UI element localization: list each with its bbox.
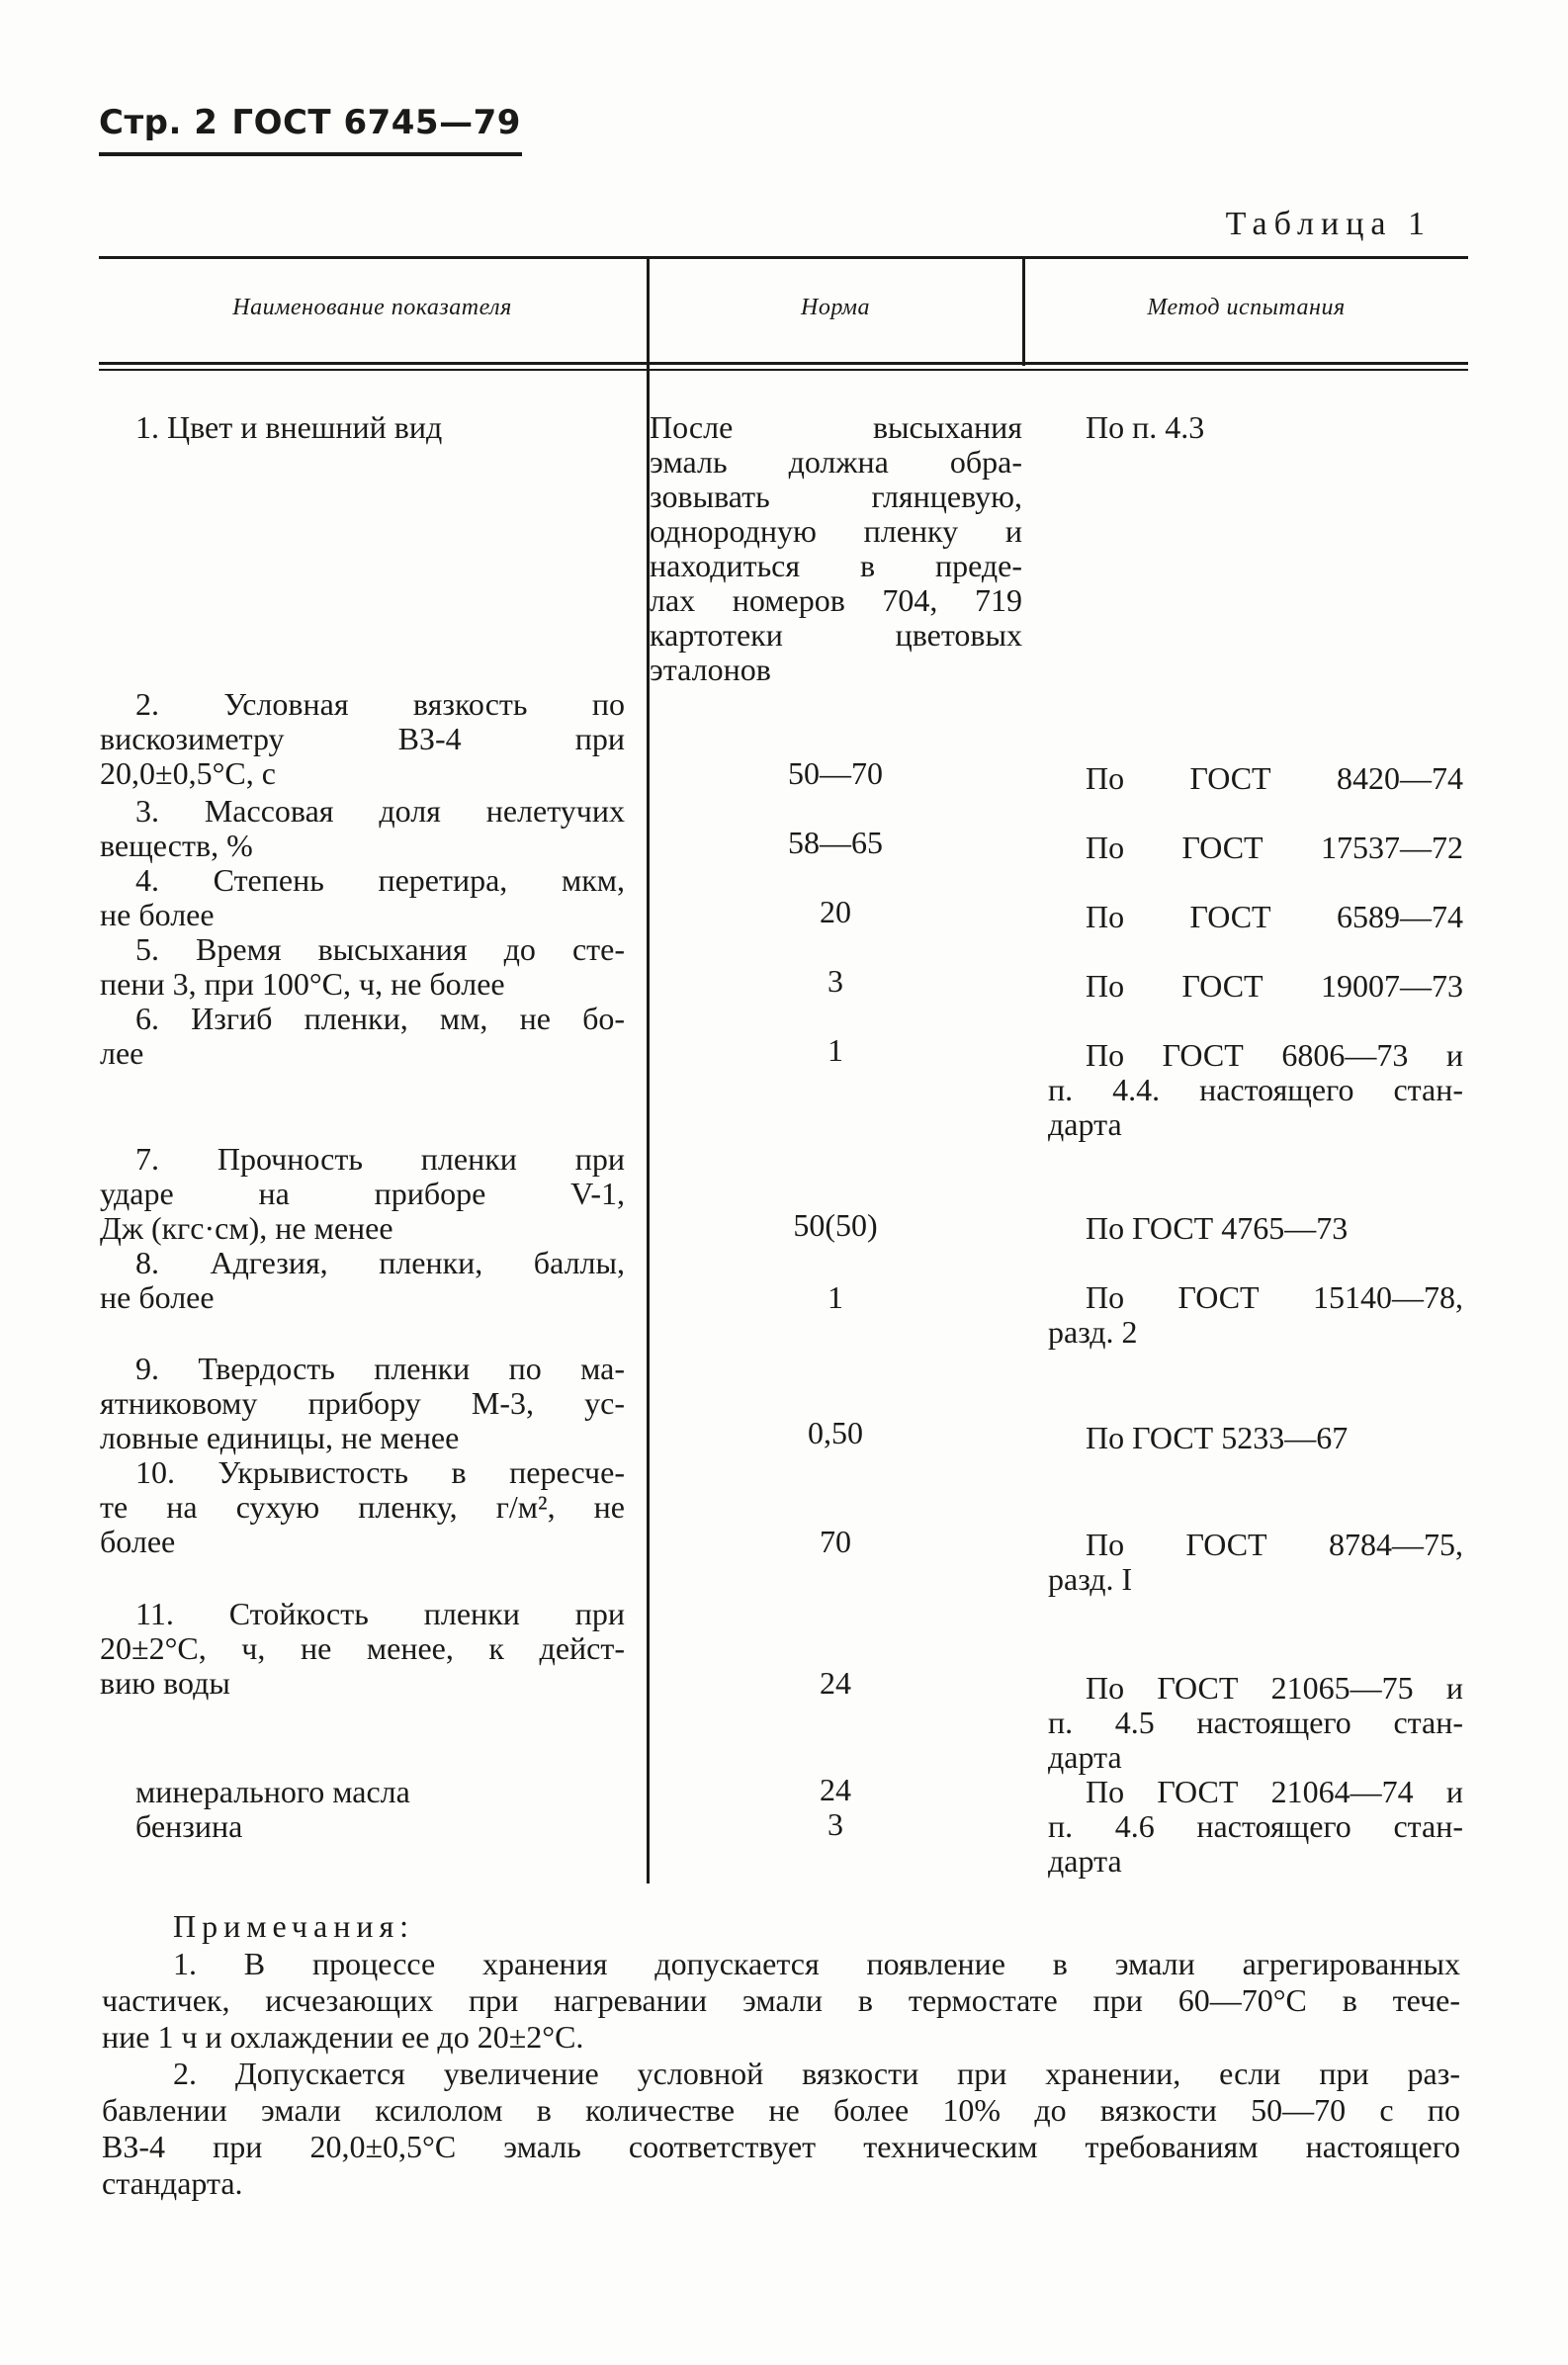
row-11-name-line-2: 20±2°С, ч, не менее, к дейст-: [100, 1630, 625, 1666]
table-header-rule-1: [99, 362, 1468, 365]
row-10-norm: 70: [820, 1524, 851, 1559]
row-7-name-line-2: ударе на приборе V-1,: [100, 1176, 625, 1211]
row-4-norm: 20: [820, 894, 851, 929]
row-12-name-line-2: бензина: [135, 1808, 243, 1844]
row-4-method: По ГОСТ 6589—74: [1086, 899, 1463, 934]
note-1-line-3: ние 1 ч и охлаждении ее до 20±2°С.: [102, 2019, 584, 2055]
row-1-norm-line-2: эмаль должна обра-: [650, 444, 1022, 480]
row-3-name-line-2: веществ, %: [100, 828, 253, 863]
header-rule: [99, 152, 522, 156]
row-6-method-line-2: п. 4.4. настоящего стан-: [1048, 1072, 1463, 1107]
row-10-name-line-3: более: [100, 1524, 176, 1559]
note-1-line-1: 1. В процессе хранения допускается появление в эмали агрегированных: [173, 1946, 1460, 1981]
row-12-norm-2: 3: [828, 1806, 843, 1842]
row-12-name-line-1: минерального масла: [135, 1774, 410, 1809]
page-header: [99, 103, 521, 142]
row-5-norm: 3: [828, 963, 843, 999]
note-2-line-2: бавлении эмали ксилолом в количестве не более 10% до вязкости 50—70 с по: [102, 2092, 1460, 2128]
row-9-name-line-3: ловные единицы, не менее: [100, 1420, 460, 1455]
row-3-norm: 58—65: [788, 825, 883, 860]
table-title: Таблица 1: [1225, 206, 1432, 242]
row-3-method: По ГОСТ 17537—72: [1086, 830, 1463, 865]
row-12-method-line-3: дарта: [1048, 1843, 1122, 1879]
column-header-norm: Норма: [801, 295, 870, 320]
row-7-name-line-3: Дж (кгс·см), не менее: [100, 1210, 393, 1246]
row-11-name-line-1: 11. Стойкость пленки при: [135, 1596, 625, 1631]
row-5-name-line-1: 5. Время высыхания до сте-: [135, 931, 625, 967]
row-11-norm: 24: [820, 1665, 851, 1701]
row-1-norm-line-8: эталонов: [650, 652, 771, 687]
row-1-norm-line-1: После высыхания: [650, 409, 1022, 445]
row-10-name-line-1: 10. Укрывистость в пересче-: [135, 1454, 625, 1490]
row-1-norm-line-3: зовывать глянцевую,: [650, 479, 1022, 514]
row-11-method-line-1: По ГОСТ 21065—75 и: [1086, 1670, 1463, 1706]
row-12-method-line-1: По ГОСТ 21064—74 и: [1086, 1774, 1463, 1809]
column-header-method: Метод испытания: [1147, 295, 1346, 320]
row-8-method-line-1: По ГОСТ 15140—78,: [1086, 1279, 1463, 1315]
row-6-method-line-1: По ГОСТ 6806—73 и: [1086, 1037, 1463, 1073]
row-10-name-line-2: те на сухую пленку, г/м², не: [100, 1489, 625, 1525]
row-11-method-line-3: дарта: [1048, 1739, 1122, 1775]
row-1-method: По п. 4.3: [1086, 409, 1205, 445]
row-7-name-line-1: 7. Прочность пленки при: [135, 1141, 625, 1177]
row-2-method: По ГОСТ 8420—74: [1086, 760, 1463, 796]
row-12-norm-1: 24: [820, 1772, 851, 1807]
row-6-method-line-3: дарта: [1048, 1106, 1122, 1142]
row-2-norm: 50—70: [788, 755, 883, 791]
note-2-line-4: стандарта.: [102, 2165, 243, 2201]
row-11-name-line-3: вию воды: [100, 1665, 230, 1701]
row-8-method-line-2: разд. 2: [1048, 1314, 1138, 1350]
note-1-line-2: частичек, исчезающих при нагревании эмали в термостате при 60—70°С в тече-: [102, 1982, 1460, 2018]
table-header-rule-2: [99, 369, 1468, 371]
page-number: Стр. 2: [99, 103, 218, 142]
row-4-name-line-1: 4. Степень перетира, мкм,: [135, 862, 625, 898]
row-11-method-line-2: п. 4.5 настоящего стан-: [1048, 1705, 1463, 1740]
note-2-line-1: 2. Допускается увеличение условной вязкости при хранении, если при раз-: [173, 2056, 1460, 2091]
row-8-name-line-2: не более: [100, 1279, 215, 1315]
row-3-name-line-1: 3. Массовая доля нелетучих: [135, 793, 625, 829]
table-top-rule: [99, 256, 1468, 259]
row-1-norm-line-4: однородную пленку и: [650, 513, 1022, 549]
row-6-norm: 1: [828, 1032, 843, 1068]
standard-number: ГОСТ 6745—79: [231, 103, 521, 142]
row-9-name-line-1: 9. Твердость пленки по ма-: [135, 1351, 625, 1386]
row-7-norm: 50(50): [793, 1207, 878, 1243]
row-8-norm: 1: [828, 1279, 843, 1315]
row-5-name-line-2: пени 3, при 100°С, ч, не более: [100, 966, 505, 1002]
row-2-name-line-1: 2. Условная вязкость по: [135, 686, 625, 722]
row-6-name-line-1: 6. Изгиб пленки, мм, не бо-: [135, 1001, 625, 1036]
row-10-method-line-2: разд. I: [1048, 1561, 1133, 1597]
row-1-norm-line-6: лах номеров 704, 719: [650, 582, 1022, 618]
row-6-name-line-2: лее: [100, 1035, 144, 1071]
row-9-name-line-2: ятниковому прибору М-3, ус-: [100, 1385, 625, 1421]
row-1-norm-line-7: картотеки цветовых: [650, 617, 1022, 653]
row-8-name-line-1: 8. Адгезия, пленки, баллы,: [135, 1245, 625, 1280]
row-9-method: По ГОСТ 5233—67: [1086, 1420, 1349, 1455]
row-10-method-line-1: По ГОСТ 8784—75,: [1086, 1527, 1463, 1562]
row-2-name-line-3: 20,0±0,5°С, с: [100, 755, 276, 791]
row-2-name-line-2: вискозиметру ВЗ-4 при: [100, 721, 625, 756]
row-7-method: По ГОСТ 4765—73: [1086, 1210, 1349, 1246]
notes-title: Примечания:: [173, 1908, 415, 1944]
row-5-method: По ГОСТ 19007—73: [1086, 968, 1463, 1004]
row-4-name-line-2: не более: [100, 897, 215, 932]
row-1-name: 1. Цвет и внешний вид: [135, 409, 443, 445]
row-1-norm-line-5: находиться в преде-: [650, 548, 1022, 583]
row-12-method-line-2: п. 4.6 настоящего стан-: [1048, 1808, 1463, 1844]
column-header-name: Наименование показателя: [232, 295, 512, 320]
note-2-line-3: ВЗ-4 при 20,0±0,5°С эмаль соответствует техническим требованиям настоящего: [102, 2129, 1460, 2164]
row-9-norm: 0,50: [808, 1415, 863, 1450]
